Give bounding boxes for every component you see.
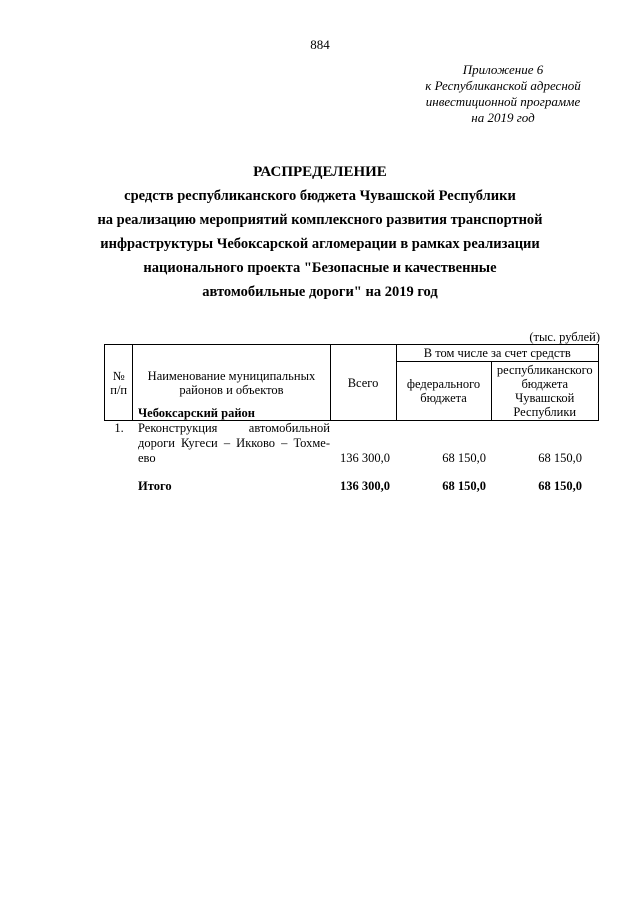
document-title — [60, 160, 580, 304]
appendix-line: Приложение 6 — [462, 62, 544, 77]
district-name: Чебоксарский район — [138, 406, 255, 420]
title-line: автомобильные дороги" на 2019 год — [202, 284, 438, 300]
appendix-note — [403, 62, 603, 126]
row-number: 1. — [114, 421, 124, 435]
appendix-line: инвестиционной программе — [425, 94, 581, 109]
title-heading: РАСПРЕДЕЛЕНИЕ — [253, 164, 387, 180]
object-name-line: дороги Кугеси – Икково – Тохме- — [138, 436, 330, 450]
object-name-line: ево — [138, 451, 156, 465]
appendix-line: к Республиканской адресной — [425, 78, 581, 93]
total-federal: 68 150,0 — [442, 479, 486, 493]
total-label: Итого — [138, 479, 172, 493]
header-num: № п/п — [105, 345, 133, 421]
title-line: средств республиканского бюджета Чувашской Республики — [124, 188, 516, 204]
header-republic: республиканского бюджета Чувашской Республики — [491, 362, 599, 421]
row-federal: 68 150,0 — [442, 451, 486, 465]
title-line: национального проекта "Безопасные и качественные — [143, 260, 497, 276]
total-sum: 136 300,0 — [340, 479, 390, 493]
total-republic: 68 150,0 — [538, 479, 582, 493]
header-federal: федерального бюджета — [396, 362, 491, 421]
row-total: 136 300,0 — [340, 451, 390, 465]
header-including: В том числе за счет средств — [396, 345, 598, 362]
header-total: Всего — [330, 345, 396, 421]
units-label: (тыс. рублей) — [529, 330, 600, 344]
appendix-line: на 2019 год — [471, 110, 535, 125]
header-name: Наименование муниципальных районов и объектов — [133, 345, 330, 421]
object-name-line: Реконструкция автомобильной — [138, 421, 330, 435]
title-line: инфраструктуры Чебоксарской агломерации в рамках реализации — [100, 236, 540, 252]
page-number: 884 — [310, 37, 330, 52]
title-line: на реализацию мероприятий комплексного развития транспортной — [97, 212, 543, 228]
row-republic: 68 150,0 — [538, 451, 582, 465]
